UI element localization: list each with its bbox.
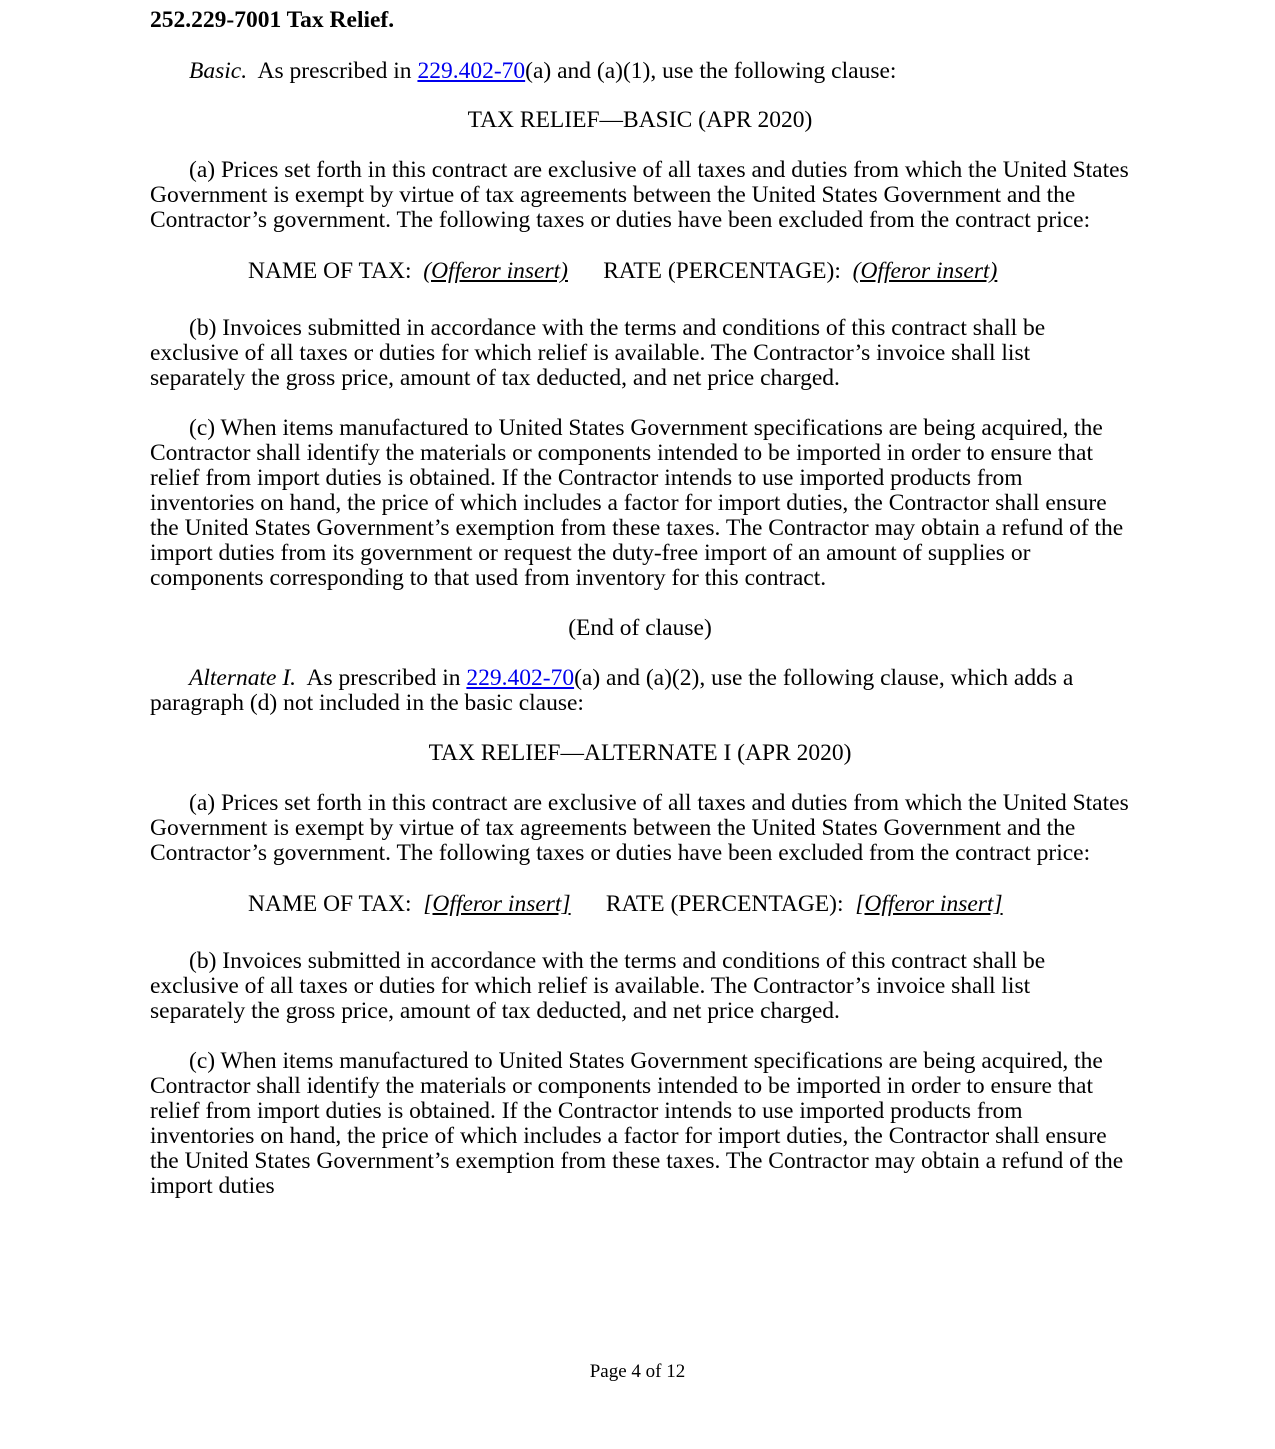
basic-intro-post: (a) and (a)(1), use the following clause:	[525, 58, 897, 84]
document-page	[150, 8, 1130, 1199]
alternate-intro-pre: As prescribed in	[296, 665, 467, 691]
basic-tax-rate-insert: (Offeror insert)	[852, 258, 998, 284]
alternate-intro	[150, 666, 1130, 716]
section-heading: 252.229-7001 Tax Relief.	[150, 7, 395, 33]
basic-intro-pre: As prescribed in	[247, 58, 418, 84]
alternate-reference-link[interactable]: 229.402-70	[466, 665, 575, 691]
basic-paragraph-c: (c) When items manufactured to United States Government specifications are being acquired, the Contractor shall identify the materials or components intended to be imported in order to ensure that relief from import duties is obtained. If the Contractor intends to use imported products from inventories on hand, the price of which includes a factor for import duties, the Contractor shall ensure the United States Government’s exemption from these taxes. The Contractor may obtain a refund of the import duties from its government or request the duty-free import of an amount of supplies or components corresponding to that used from inventory for this contract.	[150, 415, 1124, 591]
basic-paragraph-b: (b) Invoices submitted in accordance with the terms and conditions of this contract shall be exclusive of all taxes or duties for which relief is available. The Contractor’s invoice shall list separately the gross price, amount of tax deducted, and net price charged.	[150, 315, 1046, 391]
alternate-tax-rate-label: RATE (PERCENTAGE):	[570, 891, 856, 917]
basic-tax-name-insert: (Offeror insert)	[423, 258, 568, 284]
alternate-paragraph-c: (c) When items manufactured to United States Government specifications are being acquired, the Contractor shall identify the materials or components intended to be imported in order to ensure that relief from import duties is obtained. If the Contractor intends to use imported products from inventories on hand, the price of which includes a factor for import duties, the Contractor shall ensure the United States Government’s exemption from these taxes. The Contractor may obtain a refund of the import duties	[150, 1048, 1124, 1199]
basic-label: Basic.	[189, 58, 248, 84]
alternate-tax-name-insert: [Offeror insert]	[423, 891, 571, 917]
alternate-paragraph-a: (a) Prices set forth in this contract are exclusive of all taxes and duties from which the United States Government is exempt by virtue of tax agreements between the United States Government and the Contractor’s government. The following taxes or duties have been excluded from the contract price:	[150, 790, 1129, 866]
alternate-clause-title: TAX RELIEF—ALTERNATE I (APR 2020)	[428, 740, 852, 766]
alternate-tax-rate-insert: [Offeror insert]	[855, 891, 1003, 917]
basic-end-of-clause: (End of clause)	[568, 615, 712, 641]
basic-clause-title: TAX RELIEF—BASIC (APR 2020)	[467, 107, 813, 133]
basic-intro	[150, 59, 1130, 84]
basic-reference-link[interactable]: 229.402-70	[417, 58, 526, 84]
alternate-tax-name-label: NAME OF TAX:	[248, 891, 424, 917]
basic-tax-name-label: NAME OF TAX:	[248, 258, 424, 284]
basic-paragraph-a: (a) Prices set forth in this contract are exclusive of all taxes and duties from which the United States Government is exempt by virtue of tax agreements between the United States Government and the Contractor’s government. The following taxes or duties have been excluded from the contract price:	[150, 157, 1129, 233]
alternate-label: Alternate I.	[189, 665, 297, 691]
alternate-tax-row	[150, 892, 1130, 917]
alternate-paragraph-b: (b) Invoices submitted in accordance with the terms and conditions of this contract shall be exclusive of all taxes or duties for which relief is available. The Contractor’s invoice shall list separately the gross price, amount of tax deducted, and net price charged.	[150, 948, 1046, 1024]
basic-tax-rate-label: RATE (PERCENTAGE):	[567, 258, 853, 284]
alternate-intro-post: (a) and (a)(2), use the following clause, which adds a paragraph (d) not included in the basic clause:	[150, 665, 1074, 716]
page-number: Page 4 of 12	[589, 1361, 686, 1382]
basic-tax-row	[150, 259, 1130, 284]
